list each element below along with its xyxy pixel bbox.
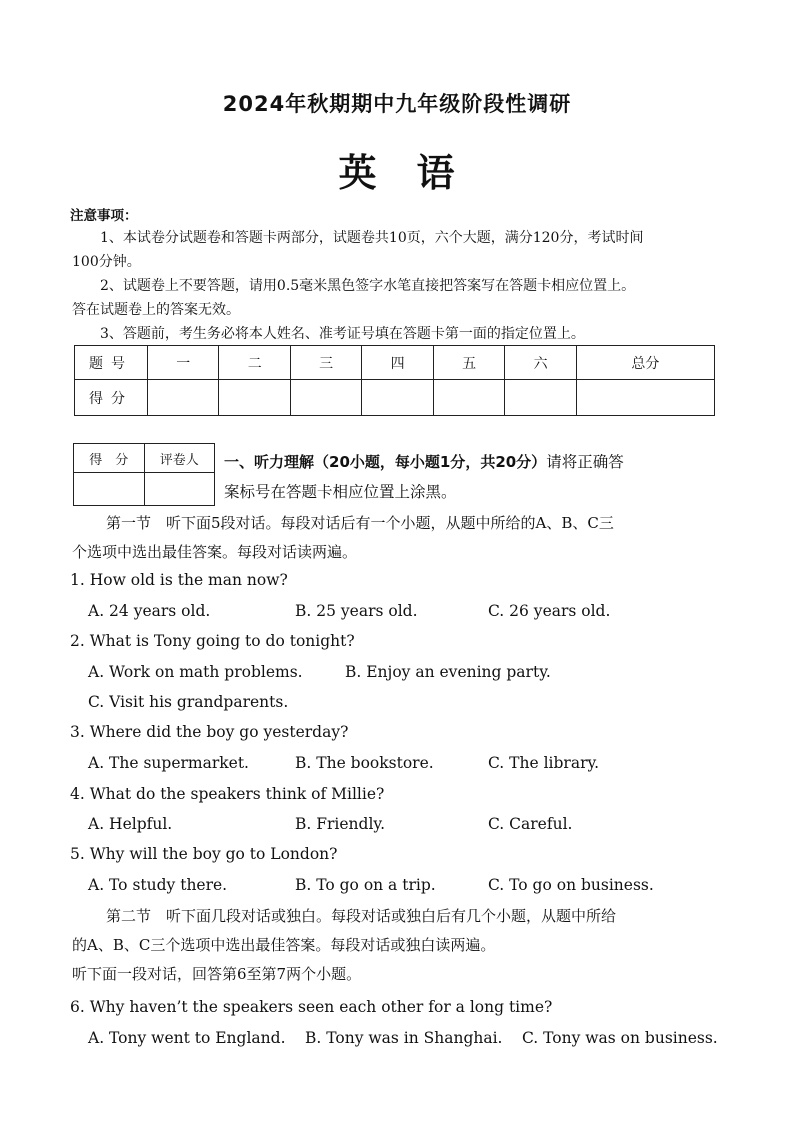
note-1-cont: 100分钟。: [72, 254, 141, 270]
q3-option-a: A. The supermarket.: [88, 754, 249, 772]
q5-option-a: A. To study there.: [88, 876, 228, 894]
score-header-cell: 二: [219, 346, 290, 380]
section-1-title: 一、听力理解（20小题，每小题1分，共20分）: [224, 453, 547, 471]
score-cell: [362, 380, 433, 416]
score-cell: [505, 380, 576, 416]
q2-option-b: B. Enjoy an evening party.: [345, 663, 551, 681]
score-table-score-row: [75, 380, 715, 416]
part-1-line-1: 第一节 听下面5段对话。每段对话后有一个小题，从题中所给的A、B、C三: [106, 514, 614, 532]
part-1-line-2: 个选项中选出最佳答案。每段对话读两遍。: [72, 543, 358, 561]
score-header-cell: 一: [148, 346, 219, 380]
score-header-cell: 四: [362, 346, 433, 380]
q3-option-b: B. The bookstore.: [295, 754, 434, 772]
note-3-text: 3、答题前，考生务必将本人姓名、准考证号填在答题卡第一面的指定位置上。: [100, 326, 585, 342]
q1-option-c: C. 26 years old.: [488, 602, 611, 620]
q1-option-b: B. 25 years old.: [295, 602, 418, 620]
question-3: 3. Where did the boy go yesterday?: [70, 723, 349, 741]
score-header-cell: 六: [505, 346, 576, 380]
question-1: 1. How old is the man now?: [70, 571, 288, 589]
q6-option-a: A. Tony went to England.: [88, 1029, 286, 1047]
subject-title: 英 语: [338, 151, 456, 195]
q2-option-a: A. Work on math problems.: [88, 663, 303, 681]
q1-option-a: A. 24 years old.: [88, 602, 211, 620]
score-table: [74, 345, 715, 416]
part-2-line-2: 的A、B、C三个选项中选出最佳答案。每段对话或独白读两遍。: [72, 936, 496, 954]
note-1: [72, 226, 728, 250]
q4-option-b: B. Friendly.: [295, 815, 386, 833]
score-cell: [290, 380, 361, 416]
grader-score-cell: [74, 473, 145, 506]
q4-option-c: C. Careful.: [488, 815, 573, 833]
q5-option-b: B. To go on a trip.: [295, 876, 436, 894]
score-cell: [148, 380, 219, 416]
score-row-label: 得分: [75, 380, 148, 416]
score-header-cell: 三: [290, 346, 361, 380]
score-header-cell: 总分: [576, 346, 714, 380]
note-2-cont: 答在试题卷上的答案无效。: [72, 302, 240, 318]
part-2-intro: [72, 902, 732, 989]
grader-name-label: 评卷人: [144, 444, 215, 473]
note-2-text: 2、试题卷上不要答题，请用0.5毫米黑色签字水笔直接把答案写在答题卡相应位置上。: [100, 278, 636, 294]
part-2-line-3: 听下面一段对话，回答第6至第7两个小题。: [72, 965, 362, 983]
score-cell: [219, 380, 290, 416]
part-1-intro: [72, 509, 732, 567]
question-2: 2. What is Tony going to do tonight?: [70, 632, 355, 650]
q4-option-a: A. Helpful.: [88, 815, 173, 833]
score-table-header-row: [75, 346, 715, 380]
section-1-instruction-b: 案标号在答题卡相应位置上涂黑。: [224, 483, 457, 501]
note-1-text: 1、本试卷分试题卷和答题卡两部分，试题卷共10页，六个大题，满分120分，考试时间: [100, 230, 644, 246]
q2-option-c: C. Visit his grandparents.: [88, 693, 289, 711]
section-1-instruction-a: 请将正确答: [546, 453, 624, 471]
section-1-heading: [224, 447, 724, 507]
grader-score-label: 得 分: [74, 444, 145, 473]
question-5: 5. Why will the boy go to London?: [70, 845, 338, 863]
grader-name-cell: [144, 473, 215, 506]
part-2-line-1: 第二节 听下面几段对话或独白。每段对话或独白后有几个小题，从题中所给: [106, 907, 617, 925]
note-2: [72, 274, 728, 298]
grader-table: [73, 443, 215, 506]
score-cell: [576, 380, 714, 416]
exam-title: 2024年秋期期中九年级阶段性调研: [222, 92, 572, 116]
q6-option-b: B. Tony was in Shanghai.: [305, 1029, 503, 1047]
note-3: [72, 322, 728, 346]
q5-option-c: C. To go on business.: [488, 876, 654, 894]
question-4: 4. What do the speakers think of Millie?: [70, 785, 385, 803]
q3-option-c: C. The library.: [488, 754, 600, 772]
question-6: 6. Why haven’t the speakers seen each other for a long time?: [70, 998, 553, 1016]
score-header-cell: 五: [433, 346, 504, 380]
notes-title: 注意事项：: [70, 208, 138, 224]
score-header-cell: 题号: [75, 346, 148, 380]
score-cell: [433, 380, 504, 416]
q6-option-c: C. Tony was on business.: [522, 1029, 718, 1047]
